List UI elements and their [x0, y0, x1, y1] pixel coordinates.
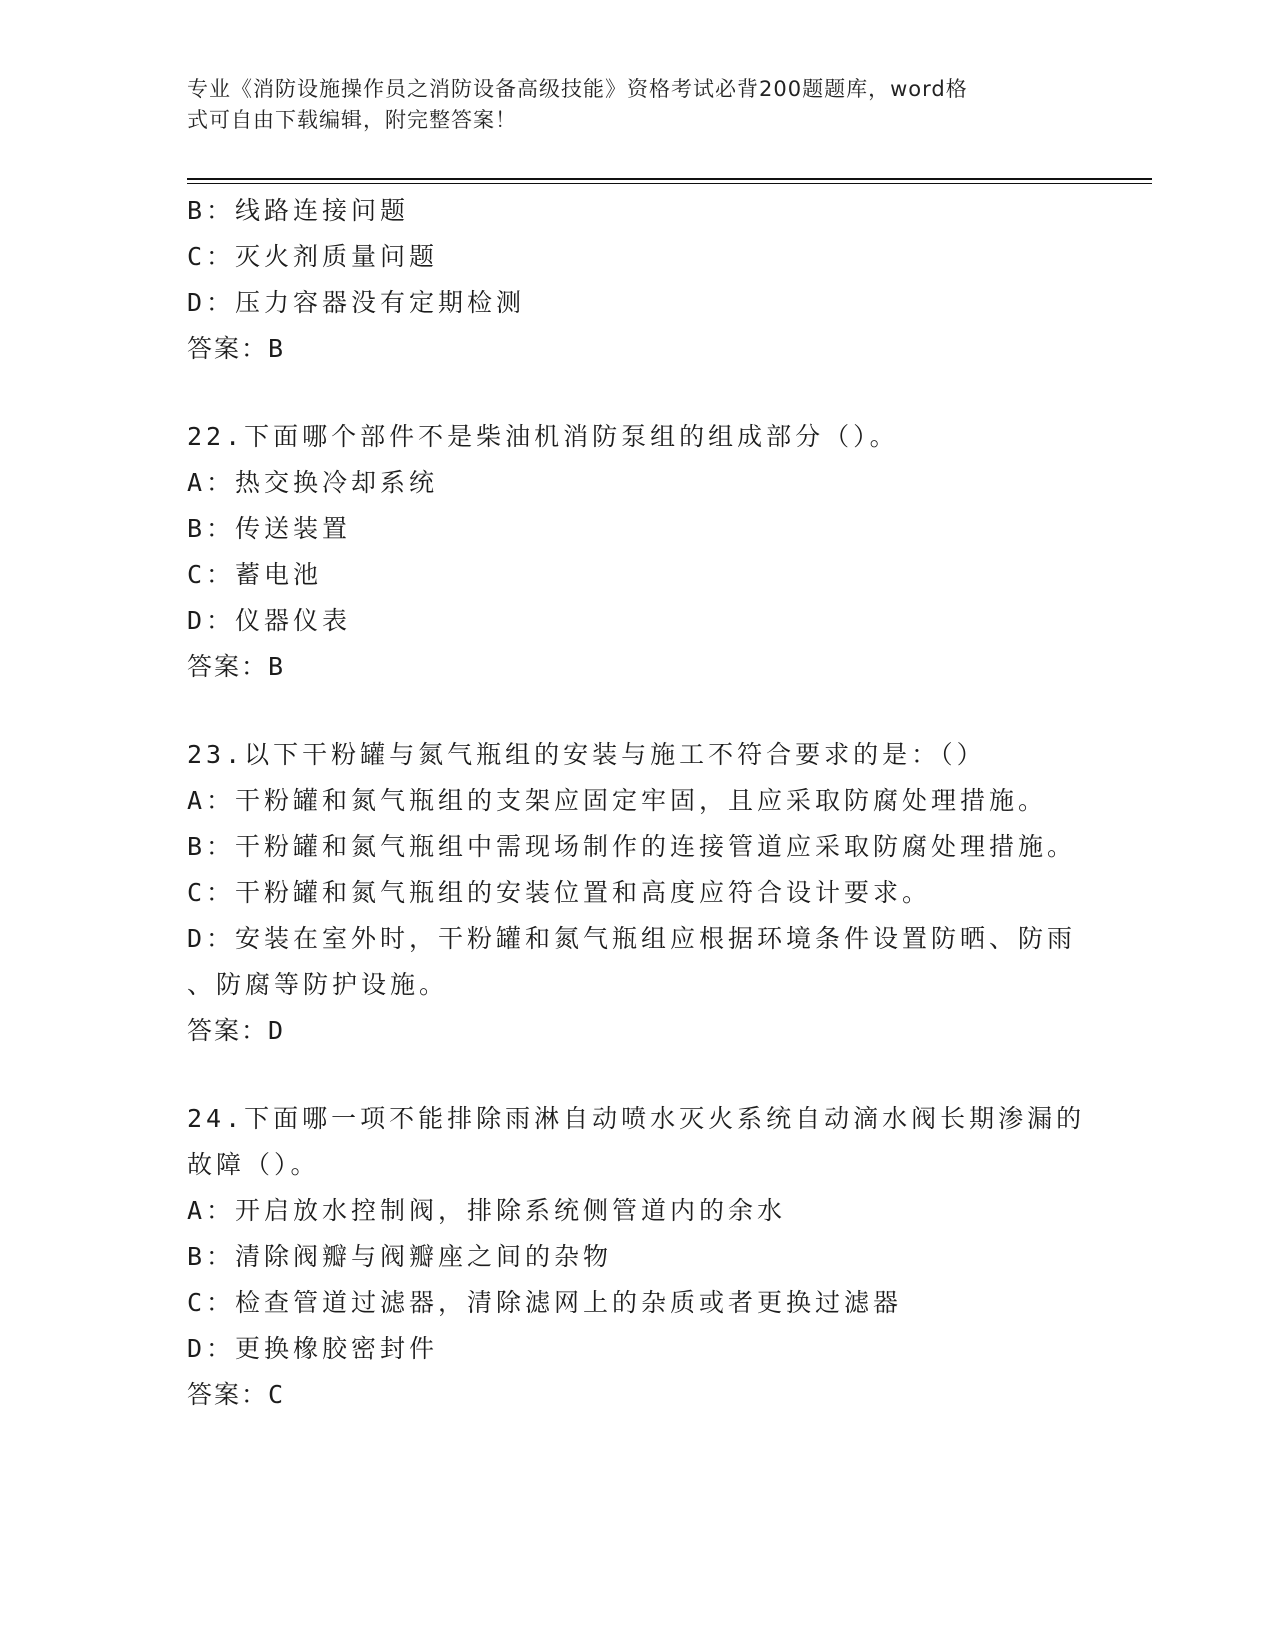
question-content — [187, 188, 1087, 1418]
answer-line — [187, 326, 1087, 372]
option-a: A：干粉罐和氮气瓶组的支架应固定牢固，且应采取防腐处理措施。 — [187, 786, 1048, 815]
question-block-24 — [187, 1096, 1087, 1418]
header-line-2: 式可自由下载编辑，附完整答案！ — [187, 108, 517, 132]
answer-prefix: 答案： — [187, 652, 269, 681]
answer-prefix: 答案： — [187, 1380, 269, 1409]
option-d-continued: 、防腐等防护设施。 — [187, 970, 449, 999]
question-text: 22.下面哪个部件不是柴油机消防泵组的组成部分（）。 — [187, 422, 899, 451]
header-line-1: 专业《消防设施操作员之消防设备高级技能》资格考试必背200题题库，word格 — [187, 77, 968, 101]
question-text: 23.以下干粉罐与氮气瓶组的安装与施工不符合要求的是：（） — [187, 740, 986, 769]
answer-line — [187, 1008, 1087, 1054]
question-block-23 — [187, 732, 1087, 1054]
option-d: D：更换橡胶密封件 — [187, 1334, 439, 1363]
option-d: D：安装在室外时，干粉罐和氮气瓶组应根据环境条件设置防晒、防雨 — [187, 924, 1077, 953]
answer-prefix: 答案： — [187, 1016, 269, 1045]
option-c: C：干粉罐和氮气瓶组的安装位置和高度应符合设计要求。 — [187, 878, 932, 907]
option-a: A：热交换冷却系统 — [187, 468, 439, 497]
header-rule-thin — [187, 183, 1152, 184]
option-d: D：压力容器没有定期检测 — [187, 288, 526, 317]
option-c: C：检查管道过滤器，清除滤网上的杂质或者更换过滤器 — [187, 1288, 903, 1317]
option-b: B：清除阀瓣与阀瓣座之间的杂物 — [187, 1242, 613, 1271]
answer-value: D — [268, 1016, 286, 1045]
option-b: B：线路连接问题 — [187, 196, 410, 225]
option-d: D：仪器仪表 — [187, 606, 352, 635]
answer-line — [187, 1372, 1087, 1418]
answer-value: C — [268, 1380, 286, 1409]
answer-line — [187, 644, 1087, 690]
question-text: 24.下面哪一项不能排除雨淋自动喷水灭火系统自动滴水阀长期渗漏的 — [187, 1104, 1086, 1133]
option-b: B：干粉罐和氮气瓶组中需现场制作的连接管道应采取防腐处理措施。 — [187, 832, 1077, 861]
option-c: C：灭火剂质量问题 — [187, 242, 439, 271]
question-block-21 — [187, 188, 1087, 372]
answer-prefix: 答案： — [187, 334, 269, 363]
option-a: A：开启放水控制阀，排除系统侧管道内的余水 — [187, 1196, 787, 1225]
answer-value: B — [268, 652, 286, 681]
question-block-22 — [187, 414, 1087, 690]
option-b: B：传送装置 — [187, 514, 352, 543]
answer-value: B — [268, 334, 286, 363]
question-text-continued: 故障（）。 — [187, 1150, 320, 1179]
page-header — [187, 74, 1067, 136]
option-c: C：蓄电池 — [187, 560, 323, 589]
header-rule-thick — [187, 178, 1152, 180]
